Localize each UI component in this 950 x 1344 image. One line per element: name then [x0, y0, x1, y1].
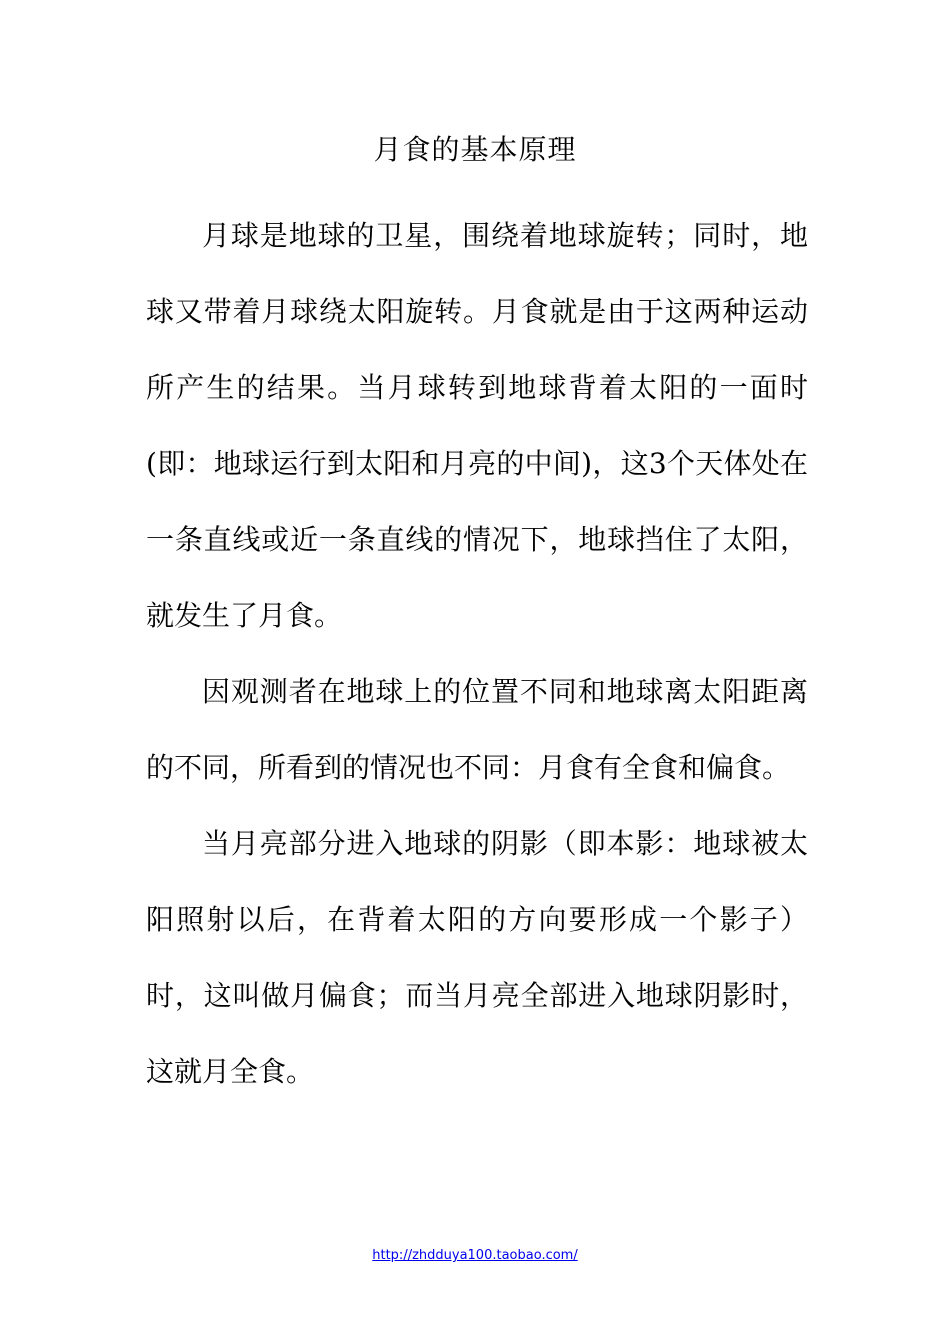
document-title: 月食的基本原理 [373, 133, 577, 166]
page-footer [0, 1247, 950, 1265]
paragraph-1: 月球是地球的卫星，围绕着地球旋转；同时，地球又带着月球绕太阳旋转。月食就是由于这两种运动所产生的结果。当月球转到地球背着太阳的一面时(即：地球运行到太阳和月亮的中间)，这3个天体处在一条直线或近一条直线的情况下，地球挡住了太阳，就发生了月食。 [146, 219, 808, 632]
paragraph-2: 因观测者在地球上的位置不同和地球离太阳距离的不同，所看到的情况也不同：月食有全食和偏食。 [146, 675, 808, 784]
paragraph-3: 当月亮部分进入地球的阴影（即本影：地球被太阳照射以后，在背着太阳的方向要形成一个影子）时，这叫做月偏食；而当月亮全部进入地球阴影时，这就月全食。 [146, 827, 808, 1088]
footer-link[interactable]: http://zhdduya100.taobao.com/ [372, 1248, 578, 1263]
